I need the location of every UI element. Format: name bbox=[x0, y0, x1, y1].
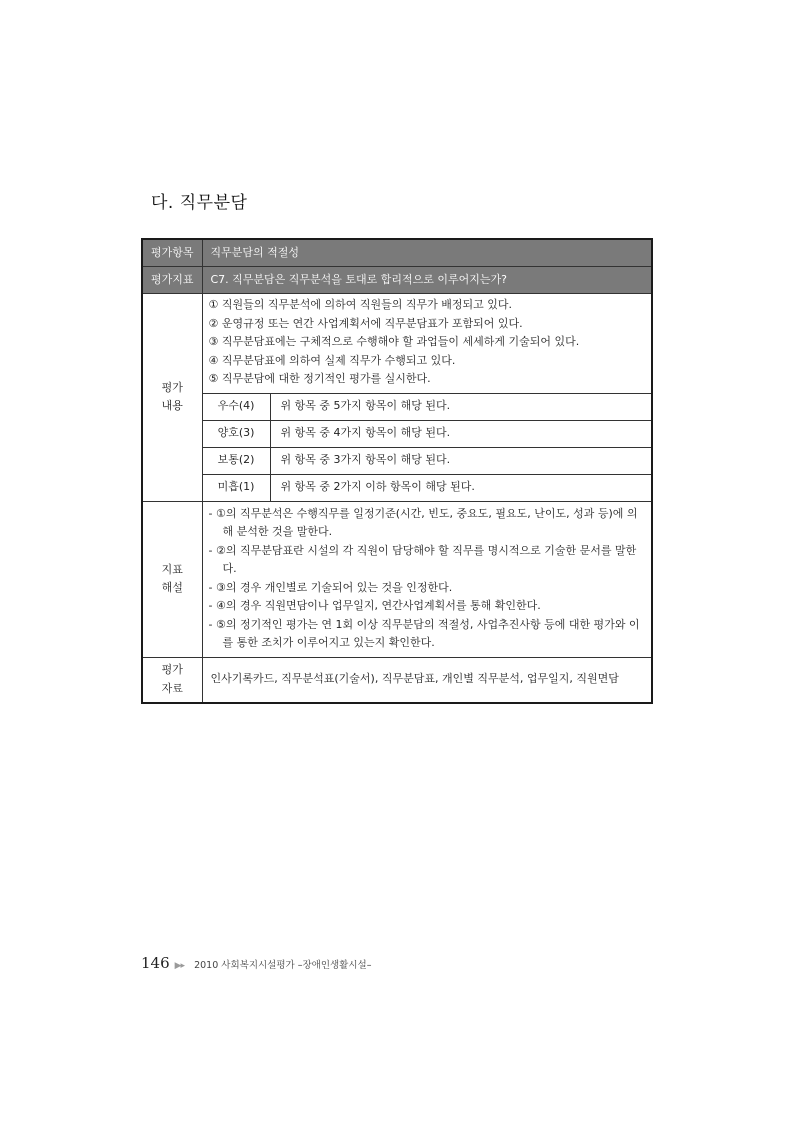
grade-row bbox=[142, 474, 652, 501]
evaluation-indicator-row bbox=[142, 267, 652, 294]
grade-description: 위 항목 중 3가지 항목이 해당 된다. bbox=[270, 447, 652, 474]
grade-row bbox=[142, 420, 652, 447]
indicator-commentary-label-line1: 지표 bbox=[161, 562, 183, 576]
commentary-cell bbox=[202, 501, 652, 657]
commentary-item: - ②의 직무분담표란 시설의 각 직원이 담당해야 할 직무를 명시적으로 기술한 문서를 말한다. bbox=[208, 543, 637, 575]
footer-title: 2010 사회복지시설평가 –장애인생활시설– bbox=[194, 960, 372, 971]
page-number: 146 bbox=[141, 954, 170, 972]
commentary-item: - ③의 경우 개인별로 기술되어 있는 것을 인정한다. bbox=[208, 580, 453, 594]
criteria-cell bbox=[202, 294, 652, 394]
indicator-commentary-label-line2: 해설 bbox=[161, 581, 183, 594]
evaluation-content-label-line1: 평가 bbox=[161, 380, 183, 394]
commentary-item: - ④의 경우 직원면담이나 업무일지, 연간사업계획서를 통해 확인한다. bbox=[208, 599, 541, 612]
evaluation-item-value: 직무분담의 적절성 bbox=[202, 239, 652, 267]
commentary-list bbox=[209, 505, 644, 653]
evaluation-content-label-line2: 내용 bbox=[161, 399, 183, 413]
evaluation-item-row bbox=[142, 239, 652, 267]
grade-row bbox=[142, 447, 652, 474]
criteria-item: ① 직원들의 직무분석에 의하여 직원들의 직무가 배정되고 있다. bbox=[208, 298, 512, 311]
grade-label: 우수(4) bbox=[202, 393, 270, 420]
criteria-item: ② 운영규정 또는 연간 사업계획서에 직무분담표가 포함되어 있다. bbox=[208, 316, 523, 330]
criteria-item: ③ 직무분담표에는 구체적으로 수행해야 할 과업들이 세세하게 기술되어 있다. bbox=[208, 335, 580, 348]
grade-description: 위 항목 중 2가지 이하 항목이 해당 된다. bbox=[270, 474, 652, 501]
evaluation-indicator-label: 평가지표 bbox=[142, 267, 202, 294]
evaluation-material-label-line1: 평가 bbox=[161, 663, 183, 676]
indicator-commentary-label bbox=[142, 501, 202, 657]
evaluation-material-value: 인사기록카드, 직무분석표(기술서), 직무분담표, 개인별 직무분석, 업무일지, 직원면담 bbox=[202, 657, 652, 703]
evaluation-item-label: 평가항목 bbox=[142, 239, 202, 267]
indicator-commentary-row bbox=[142, 501, 652, 657]
criteria-item: ⑤ 직무분담에 대한 정기적인 평가를 실시한다. bbox=[208, 372, 431, 385]
grade-description: 위 항목 중 5가지 항목이 해당 된다. bbox=[270, 393, 652, 420]
page-footer bbox=[141, 954, 371, 972]
grade-label: 양호(3) bbox=[202, 420, 270, 447]
evaluation-material-row bbox=[142, 657, 652, 703]
evaluation-material-label bbox=[142, 657, 202, 703]
evaluation-material-label-line2: 자료 bbox=[161, 681, 183, 695]
evaluation-content-label bbox=[142, 294, 202, 502]
commentary-item: - ⑤의 정기적인 평가는 연 1회 이상 직무분담의 적절성, 사업추진사항 등에 대한 평가와 이를 통한 조치가 이루어지고 있는지 확인한다. bbox=[208, 617, 640, 649]
arrow-icon: ▶▸ bbox=[174, 961, 185, 971]
criteria-list bbox=[209, 296, 646, 393]
section-title: 다. 직무분담 bbox=[151, 193, 248, 213]
criteria-item: ④ 직무분담표에 의하여 실제 직무가 수행되고 있다. bbox=[208, 353, 456, 367]
grade-row bbox=[142, 393, 652, 420]
grade-label: 미흡(1) bbox=[202, 474, 270, 501]
evaluation-indicator-value: C7. 직무분담은 직무분석을 토대로 합리적으로 이루어지는가? bbox=[202, 267, 652, 294]
grade-label: 보통(2) bbox=[202, 447, 270, 474]
evaluation-table bbox=[141, 238, 653, 704]
grade-description: 위 항목 중 4가지 항목이 해당 된다. bbox=[270, 420, 652, 447]
commentary-item: - ①의 직무분석은 수행직무를 일정기준(시간, 빈도, 중요도, 필요도, 난이도, 성과 등)에 의해 분석한 것을 말한다. bbox=[208, 506, 638, 538]
evaluation-content-row bbox=[142, 294, 652, 394]
